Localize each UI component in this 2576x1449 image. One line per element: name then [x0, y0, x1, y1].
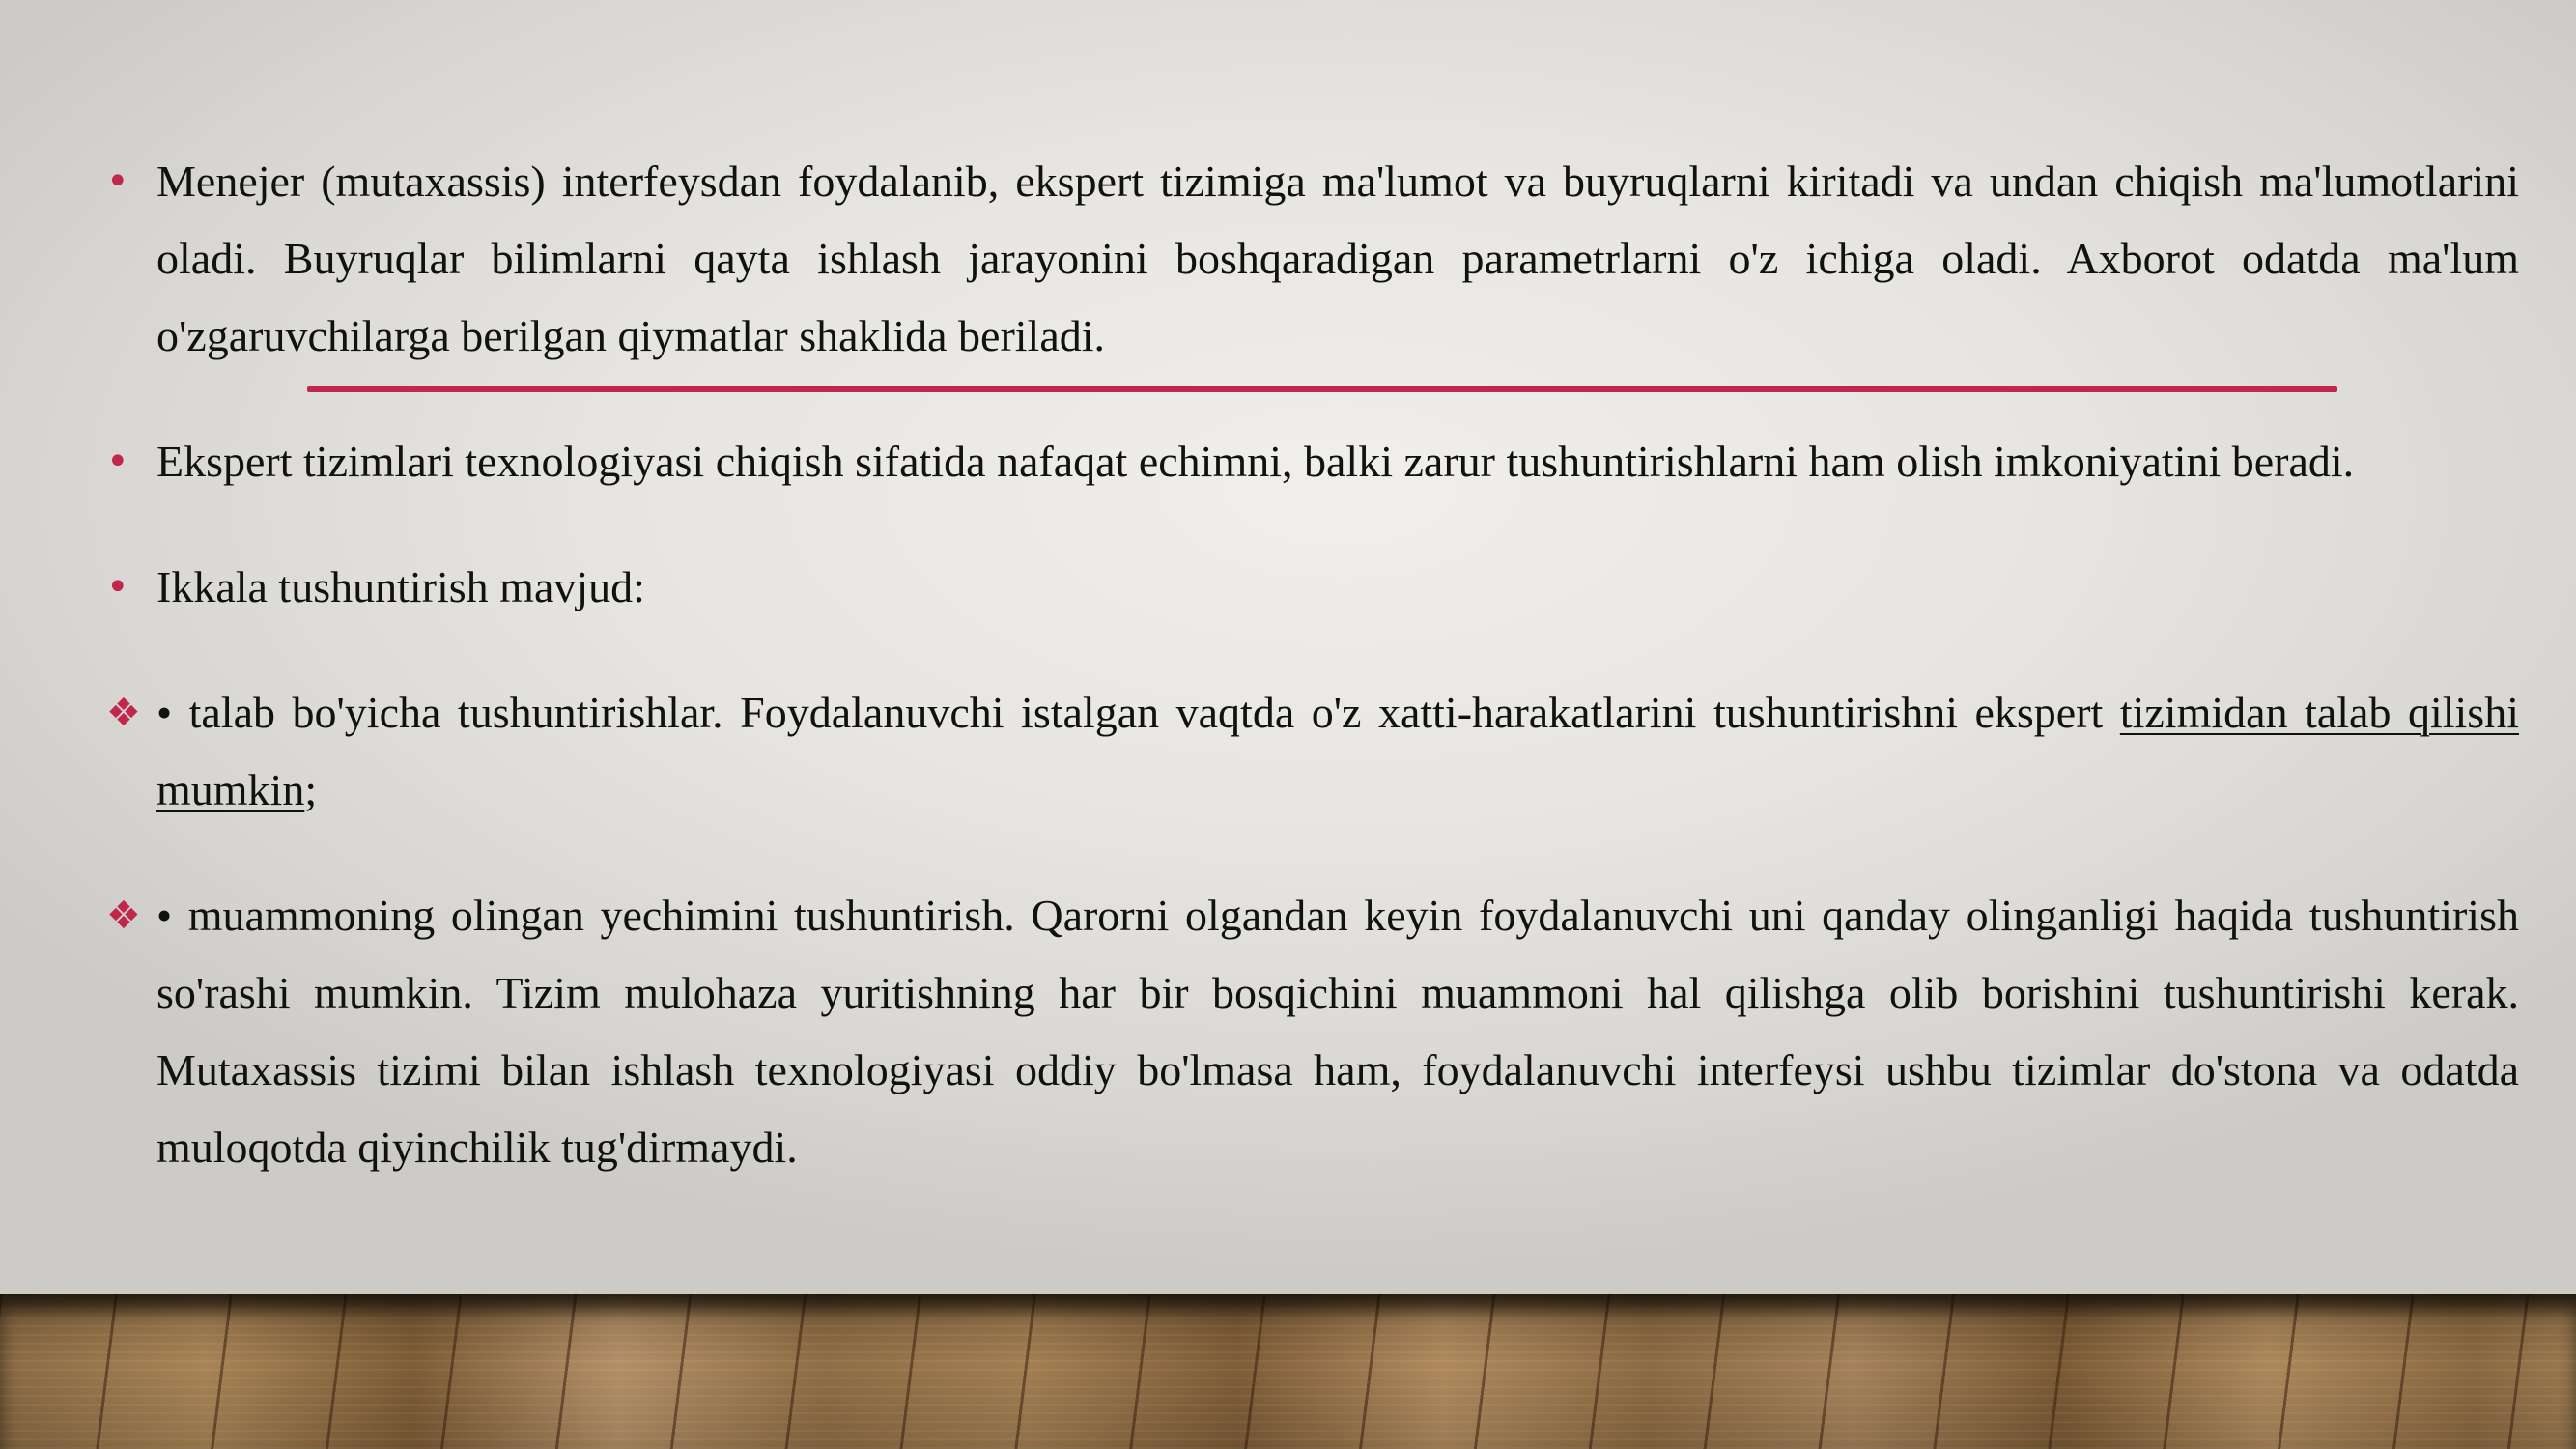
slide-content: [106, 143, 2519, 1186]
bullet-item-both-explanations: [106, 549, 2519, 626]
bullet-item-solution-explanation: [106, 877, 2519, 1186]
bullet-text-before: • talab bo'yicha tushuntirishlar. Foydalanuvchi istalgan vaqtda o'z xatti-harakatlarini tushuntirishni ekspert: [156, 688, 2120, 737]
bullet-text-after: ;: [304, 765, 318, 814]
bullet-text: Ikkala tushuntirish mavjud:: [156, 562, 645, 611]
bullet-item-on-demand: [106, 674, 2519, 829]
floor-shadow: [0, 1294, 2576, 1449]
dot-bullet-icon: •: [106, 159, 129, 204]
diamond-bullet-icon: ❖: [106, 691, 141, 735]
bullet-text: • muammoning olingan yechimini tushuntirish. Qarorni olgandan keyin foydalanuvchi uni qanday olinganligi haqida tushuntirish so'rashi mumkin. Tizim mulohaza yuritishning har bir bosqichini muammoni hal qilishga olib borishini tushuntirishi kerak. Mutaxassis tizimi bilan ishlash texnologiyasi oddiy bo'lmasa ham, foydalanuvchi interfeysi ushbu tizimlar do'stona va odatda muloqotda qiyinchilik tug'dirmaydi.: [156, 891, 2519, 1172]
dot-bullet-icon: •: [106, 565, 129, 610]
bullet-text: Menejer (mutaxassis) interfeysdan foydalanib, ekspert tizimiga ma'lumot va buyruqlarni kiritadi va undan chiqish ma'lumotlarini oladi. Buyruqlar bilimlarni qayta ishlash jarayonini boshqaradigan parametrlarni o'z ichiga oladi. Axborot odatda ma'lum o'zgaruvchilarga berilgan qiymatlar shaklida beriladi.: [156, 156, 2519, 360]
diamond-bullet-icon: ❖: [106, 894, 141, 938]
bullet-item-interface: [106, 143, 2519, 375]
bullet-text: Ekspert tizimlari texnologiyasi chiqish sifatida nafaqat echimni, balki zarur tushuntirishlarni ham olish imkoniyatini beradi.: [156, 437, 2355, 486]
dot-bullet-icon: •: [106, 440, 129, 484]
bullet-item-explanation-tech: [106, 423, 2519, 500]
underlined-text: tizimidan talab qilishi mumkin: [156, 688, 2519, 814]
